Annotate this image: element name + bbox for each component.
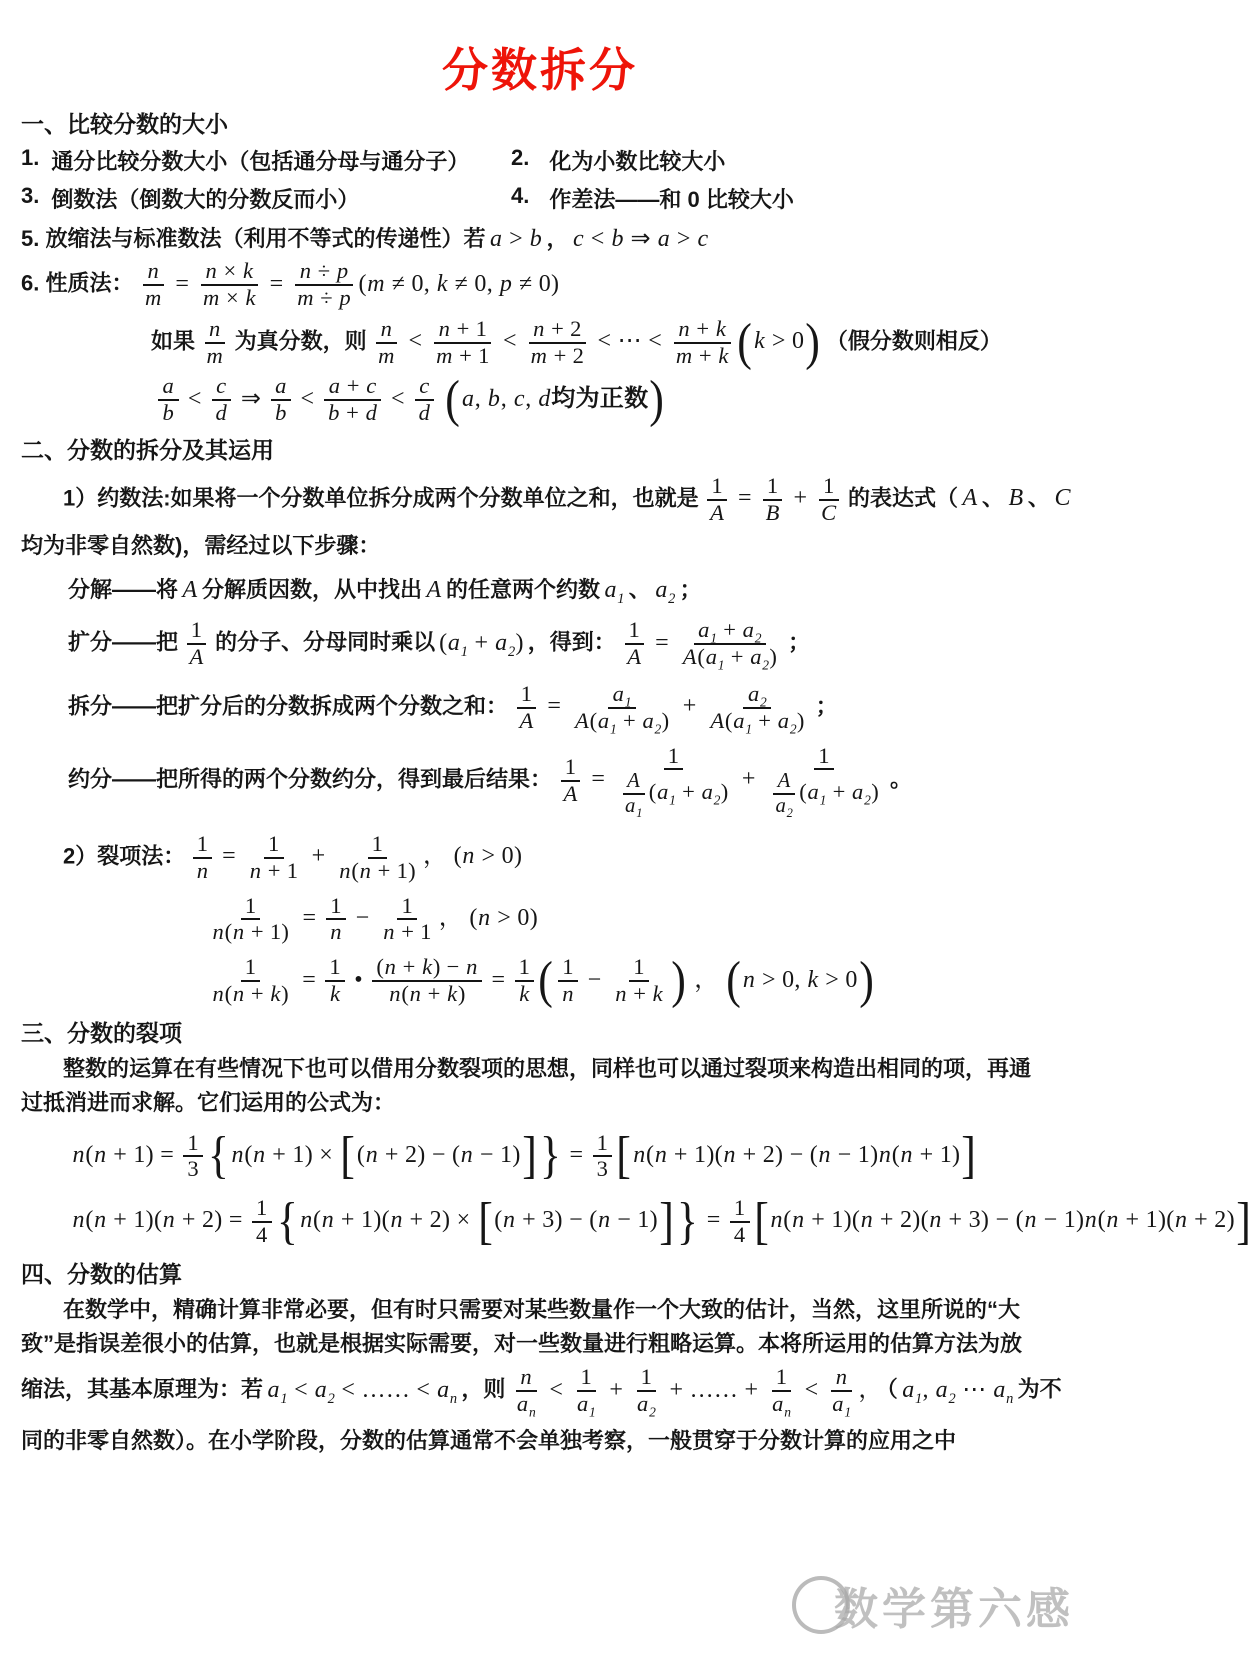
numerator: n + 1	[434, 317, 491, 344]
text-run: 均为正数	[551, 385, 649, 412]
fraction	[623, 618, 646, 670]
big-delimiter: )	[859, 952, 874, 1010]
numerator: n	[205, 317, 226, 344]
fraction	[158, 374, 179, 426]
fraction	[379, 894, 436, 946]
denominator: m × k	[203, 285, 256, 310]
numerator: A	[773, 770, 795, 795]
paragraph	[21, 894, 1059, 946]
text-run: 分解——将	[68, 577, 179, 603]
fraction	[765, 742, 883, 821]
fraction	[768, 1364, 796, 1420]
numerator: 1	[264, 832, 284, 859]
math-run: $\frac{1}{A}$ = $\frac{a_1 + a_2}{A(a_1 + a_2)}$	[620, 630, 784, 656]
denominator: $a_2$	[775, 795, 794, 821]
denominator: b	[162, 400, 175, 426]
math-run: $(a_1 + a_2)$	[439, 629, 524, 660]
numerator: 1	[763, 474, 783, 501]
text-run: 、	[628, 577, 651, 603]
math-run	[199, 315, 231, 368]
fraction	[324, 374, 382, 426]
list-item	[511, 183, 794, 214]
numerator: 1	[629, 955, 649, 982]
math-run: n(n + 1)(n + 2) = $\frac{1}{4}$ {n(n + 1)(n + 2) × [(n + 3) − (n − 1)]} = $\frac{1}{4}$ [n(n + 1)(n + 2)(n + 3) − (n − 1)n(n + 1)(n + 2)]	[72, 1193, 1252, 1251]
denominator: 4	[256, 1221, 268, 1247]
text-run: ，	[546, 226, 569, 252]
numerator: n ÷ p	[295, 259, 353, 286]
fraction	[671, 317, 733, 369]
text-run: 。	[890, 766, 913, 792]
math-run: a > b	[489, 226, 543, 253]
item-number: 4.	[511, 183, 530, 209]
denominator: m	[206, 342, 224, 368]
text-run: 的分子、分母同时乘以	[215, 629, 436, 655]
big-delimiter: }	[677, 1193, 699, 1251]
numerator: 1	[772, 1365, 792, 1392]
list-item	[21, 183, 511, 214]
denominator: b + d	[328, 400, 378, 426]
big-delimiter: }	[540, 1127, 562, 1185]
numerator: $a_1$	[608, 682, 636, 709]
fraction	[593, 1131, 613, 1183]
section-heading: 一、比较分数的大小	[21, 110, 228, 137]
text-run: （假分数则相反）	[825, 328, 1002, 354]
text-run: 的表达式（	[847, 485, 958, 511]
fraction	[515, 955, 535, 1007]
math-run: n(n + 1) = $\frac{1}{3}$ {n(n + 1) × [(n + 2) − (n − 1)]} = $\frac{1}{3}$ [n(n + 1)(n + 2) − (n − 1)n(n + 1)]	[72, 1127, 977, 1185]
list-item	[511, 145, 725, 176]
denominator: $\frac{A}{a_1}$ $(a_1 + a_2)$	[615, 770, 733, 818]
big-delimiter: (	[445, 371, 461, 429]
item-number: 3.	[21, 183, 40, 209]
big-delimiter: ]	[961, 1127, 977, 1185]
watermark-logo-icon	[792, 1576, 850, 1634]
denominator: n	[330, 919, 342, 945]
paragraph	[21, 222, 1059, 257]
denominator: m	[378, 342, 395, 368]
paragraph	[21, 952, 1059, 1010]
math-run: $a_2$	[655, 577, 676, 608]
big-delimiter: {	[276, 1193, 298, 1251]
numerator: 1	[625, 618, 645, 645]
item-text: 作差法——和 0 比较大小	[549, 187, 794, 213]
item-text: 通分比较分数大小（包括通分母与通分子）	[51, 149, 470, 175]
fraction	[615, 742, 733, 821]
math-run: $a_1 < a_2$ < …… < $a_n$	[267, 1376, 458, 1407]
paragraph	[21, 617, 1059, 673]
numerator: n	[143, 259, 164, 286]
numerator: 1	[637, 1365, 657, 1392]
denominator: A	[710, 499, 725, 525]
fraction	[526, 317, 588, 369]
text-run: 在数学中，精确计算非常必要，但有时只需要对某些数量作一个大致的估计，当然，这里所说的“大	[63, 1296, 1021, 1322]
math-run: $\frac{1}{A}$ = $\frac{1}{B}$ + $\frac{1}{C}$	[703, 485, 844, 511]
item-text: 化为小数比较大小	[549, 149, 726, 175]
denominator: C	[821, 499, 837, 525]
text-run: （	[886, 1376, 898, 1402]
paragraph	[21, 832, 1059, 884]
denominator: n	[196, 857, 209, 883]
math-run: $a_1$, $a_2$ ⋯ $a_n$	[902, 1376, 1014, 1407]
math-run: $a_1$	[604, 577, 625, 608]
numerator: A	[623, 770, 645, 795]
denominator: n(n + 1)	[339, 857, 416, 883]
text-run: 拆分——把扩分后的分数拆成两个分数之和：	[68, 693, 509, 719]
denominator: m + 1	[436, 342, 490, 368]
text-run: 2）裂项法：	[63, 843, 186, 869]
paragraph	[21, 472, 1071, 526]
numerator: n × k	[201, 259, 258, 286]
fraction	[325, 955, 345, 1007]
math-run: A	[426, 577, 442, 604]
list-row	[21, 183, 1059, 214]
numerator: 1	[558, 955, 578, 982]
denominator: A	[189, 644, 204, 670]
big-delimiter: )	[671, 952, 687, 1010]
denominator: $A(a_1 + a_2)$	[575, 707, 670, 737]
fraction	[559, 755, 582, 807]
denominator: d	[418, 400, 431, 426]
fraction	[185, 618, 208, 670]
denominator: k	[519, 981, 530, 1007]
paragraph	[21, 1364, 1062, 1420]
denominator: n	[562, 981, 574, 1007]
numerator: 1	[326, 894, 346, 921]
fraction	[372, 955, 482, 1007]
denominator: b	[275, 400, 287, 426]
big-delimiter: [	[340, 1127, 356, 1185]
numerator: 1	[252, 1196, 272, 1223]
denominator: $\frac{A}{a_2}$ $(a_1 + a_2)$	[765, 770, 883, 818]
text-run: 同的非零自然数）。在小学阶段，分数的估算通常不会单独考察，一般贯穿于分数计算的应用之中	[21, 1428, 957, 1454]
numerator: 1	[515, 955, 535, 982]
fraction	[572, 1364, 600, 1420]
numerator: 1	[368, 832, 388, 859]
big-delimiter: (	[538, 952, 554, 1010]
paragraph	[21, 259, 1059, 311]
big-delimiter: ]	[521, 1127, 537, 1185]
text-run: 、	[981, 485, 1004, 511]
math-run: A	[182, 577, 198, 604]
denominator: A	[519, 707, 534, 733]
paragraph	[21, 1127, 1059, 1185]
numerator: 1	[593, 1131, 613, 1158]
fraction	[335, 832, 420, 884]
fraction	[252, 1196, 272, 1248]
paragraph	[21, 313, 1059, 371]
fraction	[414, 374, 435, 426]
fraction	[621, 770, 647, 821]
denominator: k	[330, 981, 341, 1007]
section-heading: 二、分数的拆分及其运用	[21, 437, 274, 464]
denominator: $a_n$	[772, 1391, 792, 1420]
big-delimiter: [	[616, 1127, 632, 1185]
math-run: $\frac{1}{A}$ = 1 $\frac{A}{a_1}$ $(a_1 + a_2)$ + 1 $\frac{A}{a_2}$ $(a_1 + a_2)$	[556, 766, 886, 792]
big-delimiter: )	[805, 313, 821, 371]
numerator: 1	[577, 1365, 597, 1392]
big-delimiter: (	[737, 313, 753, 371]
fraction	[515, 682, 538, 734]
numerator: a	[158, 374, 179, 401]
denominator: n(n + 1)	[212, 919, 290, 945]
big-delimiter: ]	[1236, 1193, 1252, 1251]
text-run: 5. 放缩法与标准数法（利用不等式的传递性）若	[21, 226, 486, 252]
watermark-text: 数学第六感	[834, 1585, 1074, 1634]
numerator: a + c	[324, 374, 381, 401]
math-run: $\frac{1}{n}$ = $\frac{1}{n + 1}$ + $\frac{1}{n(n + 1)}$ ， (n > 0)	[189, 843, 522, 869]
denominator: m	[144, 285, 162, 310]
numerator: $a_2$	[743, 682, 771, 709]
fraction	[271, 374, 292, 426]
math-run: B	[1008, 485, 1024, 512]
numerator: 1	[241, 955, 261, 982]
denominator: 3	[596, 1156, 609, 1182]
fraction	[706, 680, 809, 737]
denominator: B	[765, 499, 780, 525]
numerator: $a_1 + a_2$	[694, 618, 766, 645]
numerator: n	[376, 317, 397, 344]
text-run: ；	[815, 693, 838, 719]
text-run: 致”是指误差很小的估算，也就是根据实际需要，对一些数量进行粗略运算。本将所运用的估算方法为放	[21, 1330, 1023, 1356]
fraction	[633, 1364, 661, 1420]
numerator: 1	[561, 755, 581, 782]
fraction	[512, 1364, 540, 1420]
fraction	[202, 317, 228, 369]
text-run: ；	[679, 577, 702, 603]
denominator: A	[627, 644, 642, 670]
text-run: 扩分——把	[68, 629, 179, 655]
fraction	[611, 955, 668, 1007]
document-content	[21, 110, 1252, 1457]
numerator: 1	[187, 618, 207, 645]
math-run: $\frac{a}{b}$ < $\frac{c}{d}$ ⇒ $\frac{a}{b}$ < $\frac{a + c}{b + d}$ < $\frac{c}{d}$ (a, b, c, d均为正数)	[155, 386, 666, 412]
denominator: 3	[187, 1156, 199, 1182]
watermark	[792, 1573, 1074, 1637]
fraction	[771, 770, 797, 821]
numerator: 1	[183, 1131, 203, 1158]
text-run: 约分——把所得的两个分数约分，得到最后结果：	[68, 766, 553, 792]
fraction	[678, 617, 781, 673]
paragraph	[21, 1294, 1059, 1326]
paragraph	[21, 530, 1059, 562]
denominator: m + k	[675, 342, 729, 368]
denominator: d	[215, 400, 228, 426]
fraction	[208, 894, 293, 946]
numerator: 1	[325, 955, 345, 982]
paragraph	[21, 680, 1059, 737]
text-run: 均为非零自然数)，需经过以下步骤：	[21, 532, 381, 558]
denominator: $a_n$	[516, 1391, 537, 1420]
fraction	[374, 317, 400, 369]
denominator: A	[563, 780, 578, 806]
numerator: n + k	[674, 317, 731, 344]
text-run: 缩法，其基本原理为：若	[21, 1376, 264, 1402]
paragraph	[21, 1087, 1059, 1119]
text-run: ；	[788, 629, 811, 655]
fraction	[245, 832, 302, 884]
fraction	[208, 955, 293, 1007]
fraction	[817, 474, 841, 526]
paragraph	[21, 1328, 1059, 1360]
denominator: m ÷ p	[297, 285, 351, 310]
fraction	[192, 832, 213, 884]
text-run: 过抵消进而求解。它们运用的公式为：	[21, 1089, 396, 1115]
text-run: ，则	[461, 1376, 506, 1402]
numerator: 1	[664, 744, 684, 771]
text-run: 、	[1027, 485, 1050, 511]
denominator: n + k	[615, 981, 663, 1007]
big-delimiter: [	[753, 1193, 769, 1251]
denominator: n(n + k)	[212, 981, 289, 1007]
denominator: $A(a_1 + a_2)$	[710, 707, 805, 737]
paragraph	[21, 573, 1059, 608]
numerator: 1	[707, 474, 727, 501]
fraction	[730, 1196, 750, 1248]
big-delimiter: {	[207, 1127, 230, 1185]
text-run: 6. 性质法：	[21, 270, 134, 296]
fraction	[183, 1131, 203, 1183]
denominator: n + 1	[383, 919, 432, 945]
fraction	[140, 259, 166, 311]
numerator: n + 2	[529, 317, 586, 344]
numerator: 1	[730, 1196, 750, 1223]
fraction	[432, 317, 494, 369]
text-run: 整数的运算在有些情况下也可以借用分数裂项的思想，同样也可以通过裂项来构造出相同的项，再通	[63, 1055, 1032, 1081]
paragraph	[21, 1053, 1059, 1085]
fraction	[326, 894, 347, 946]
paragraph	[21, 1193, 1252, 1251]
math-run: c < b ⇒ a > c	[573, 226, 709, 253]
page	[0, 42, 1252, 1457]
denominator: $A(a_1 + a_2)$	[682, 644, 778, 673]
list-item	[21, 145, 511, 176]
denominator: n + 1	[249, 857, 299, 883]
math-run: $\frac{1}{n(n + k)}$ = $\frac{1}{k}$ • $\frac{(n + k) - n}{n(n + k)}$ = $\frac{1}{k}$ ( $\frac{1}{n}$ − $\frac{1}{n + k}$ ) ， (n > 0, k > 0)	[205, 967, 875, 993]
math-run	[182, 617, 211, 670]
text-run: 为真分数，则	[234, 328, 367, 354]
numerator: (n + k) − n	[372, 955, 482, 982]
numerator: a	[271, 374, 292, 401]
math-run: A	[962, 485, 978, 512]
item-text: 倒数法（倒数大的分数反而小）	[51, 187, 360, 213]
denominator: $a_2$	[637, 1391, 657, 1420]
numerator: 1	[397, 894, 417, 921]
section-heading: 三、分数的裂项	[21, 1019, 182, 1046]
text-run: 1）约数法:如果将一个分数单位拆分成两个分数单位之和，也就是	[63, 485, 699, 511]
fraction	[828, 1364, 856, 1420]
numerator: n	[516, 1365, 537, 1392]
fraction	[293, 259, 356, 311]
denominator: $a_1$	[576, 1391, 597, 1420]
text-run: ，得到：	[527, 629, 616, 655]
paragraph	[21, 1425, 1059, 1457]
list-row	[21, 145, 1059, 176]
text-run: 为不	[1017, 1376, 1062, 1402]
numerator: 1	[241, 894, 261, 921]
paragraph	[21, 371, 1059, 429]
text-run: 如果	[151, 328, 196, 354]
fraction	[199, 259, 261, 311]
text-run: 分解质因数，从中找出	[201, 577, 422, 603]
section-heading: 四、分数的估算	[21, 1260, 182, 1287]
numerator: 1	[814, 744, 834, 771]
numerator: c	[415, 374, 434, 401]
fraction	[761, 474, 784, 526]
item-number: 1.	[21, 145, 40, 171]
item-number: 2.	[511, 145, 530, 171]
math-run: $\frac{n}{m}$ = $\frac{n \times k}{m \times k}$ = $\frac{n \div p}{m \div p}$ (m ≠ 0, k ≠ 0, p ≠ 0)	[137, 271, 559, 297]
denominator: m + 2	[530, 342, 585, 368]
page-title: 分数拆分	[442, 44, 638, 96]
big-delimiter: (	[726, 952, 742, 1010]
denominator: 4	[733, 1221, 746, 1247]
numerator: c	[212, 374, 231, 401]
fraction	[571, 680, 674, 737]
denominator: $a_1$	[832, 1391, 852, 1420]
math-run: $\frac{n}{m}$ < $\frac{n + 1}{m + 1}$ < $\frac{n + 2}{m + 2}$ < ⋯ < $\frac{n + k}{m + k}$ (k > 0)	[371, 328, 822, 354]
big-delimiter: ]	[659, 1193, 675, 1251]
numerator: 1	[819, 474, 839, 501]
big-delimiter: )	[649, 371, 665, 429]
fraction	[706, 474, 729, 526]
math-run: $\frac{1}{A}$ = $\frac{a_1}{A(a_1 + a_2)}$ + $\frac{a_2}{A(a_1 + a_2)}$	[512, 693, 812, 719]
denominator: n(n + k)	[389, 981, 466, 1007]
big-delimiter: [	[478, 1193, 493, 1251]
fraction	[211, 374, 232, 426]
fraction	[558, 955, 579, 1007]
numerator: 1	[193, 832, 213, 859]
numerator: n	[831, 1365, 852, 1392]
denominator: $a_1$	[625, 795, 643, 821]
text-run: 的任意两个约数	[445, 577, 600, 603]
math-run: C	[1054, 485, 1071, 512]
numerator: 1	[517, 682, 537, 709]
paragraph	[21, 742, 1059, 821]
math-run: $\frac{1}{n(n + 1)}$ = $\frac{1}{n}$ − $\frac{1}{n + 1}$ ， (n > 0)	[205, 905, 538, 931]
math-run: $\frac{n}{a_n}$ < $\frac{1}{a_1}$ + $\frac{1}{a_2}$ + …… + $\frac{1}{a_n}$ < $\frac{n}{a_1}$ ，	[509, 1377, 882, 1403]
